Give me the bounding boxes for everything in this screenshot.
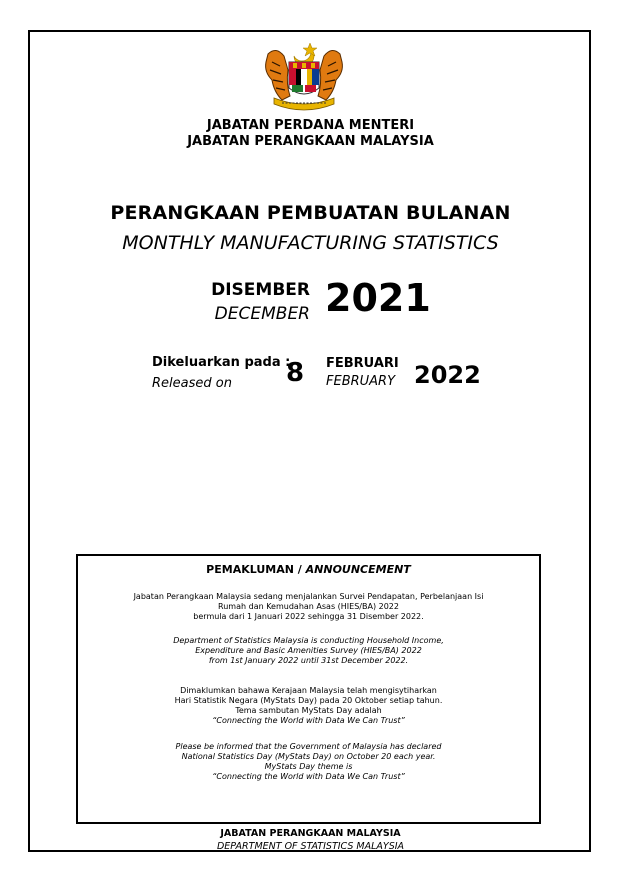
announcement-line: Dimaklumkan bahawa Kerajaan Malaysia telah mengisytiharkan bbox=[180, 686, 437, 695]
announcement-line: Jabatan Perangkaan Malaysia sedang menjalankan Survei Pendapatan, Perbelanjaan Isi bbox=[133, 592, 484, 601]
announcement-line: “Connecting the World with Data We Can Trust” bbox=[212, 772, 405, 781]
announcement-line: Please be informed that the Government of Malaysia has declared bbox=[175, 742, 442, 751]
footer-department-malay: JABATAN PERANGKAAN MALAYSIA bbox=[220, 828, 401, 839]
announcement-title bbox=[78, 563, 539, 576]
announcement-line: Rumah dan Kemudahan Asas (HIES/BA) 2022 bbox=[218, 602, 399, 611]
announcement-paragraph-mystats-english bbox=[78, 742, 539, 782]
release-label-malay: Dikeluarkan pada : bbox=[152, 355, 291, 370]
announcement-paragraph-hies-malay bbox=[78, 592, 539, 622]
release-year: 2022 bbox=[414, 361, 481, 389]
announcement-line: “Connecting the World with Data We Can Trust” bbox=[212, 716, 405, 725]
announcement-title-english: ANNOUNCEMENT bbox=[305, 563, 411, 576]
announcement-line: National Statistics Day (MyStats Day) on October 20 each year. bbox=[181, 752, 436, 761]
announcement-line: Department of Statistics Malaysia is conducting Household Income, bbox=[173, 636, 444, 645]
announcement-line: bermula dari 1 Januari 2022 sehingga 31 Disember 2022. bbox=[193, 612, 424, 621]
title-malay: PERANGKAAN PEMBUATAN BULANAN bbox=[110, 202, 511, 224]
announcement-paragraph-mystats-malay bbox=[78, 686, 539, 726]
department-line-2: JABATAN PERANGKAAN MALAYSIA bbox=[187, 134, 434, 149]
reference-month-english: DECEMBER bbox=[214, 304, 310, 324]
announcement-line: Hari Statistik Negara (MyStats Day) pada 20 Oktober setiap tahun. bbox=[174, 696, 443, 705]
announcement-line: Tema sambutan MyStats Day adalah bbox=[235, 706, 382, 715]
announcement-title-malay: PEMAKLUMAN bbox=[206, 563, 294, 576]
title-english: MONTHLY MANUFACTURING STATISTICS bbox=[122, 232, 499, 254]
malaysia-coat-of-arms-icon bbox=[254, 40, 354, 112]
announcement-paragraph-hies-english bbox=[78, 636, 539, 666]
announcement-title-separator: / bbox=[293, 563, 306, 576]
release-label-english: Released on bbox=[152, 376, 232, 391]
release-day: 8 bbox=[286, 358, 305, 388]
department-line-1: JABATAN PERDANA MENTERI bbox=[206, 118, 415, 133]
announcement-line: from 1st January 2022 until 31st December 2022. bbox=[208, 656, 409, 665]
reference-month-malay: DISEMBER bbox=[211, 280, 310, 300]
announcement-box bbox=[76, 554, 541, 824]
announcement-line: Expenditure and Basic Amenities Survey (HIES/BA) 2022 bbox=[195, 646, 422, 655]
footer-department-english: DEPARTMENT OF STATISTICS MALAYSIA bbox=[216, 841, 405, 852]
announcement-line: MyStats Day theme is bbox=[264, 762, 353, 771]
reference-year: 2021 bbox=[325, 276, 431, 320]
release-month-english: FEBRUARY bbox=[326, 374, 396, 389]
release-month-malay: FEBRUARI bbox=[326, 356, 399, 371]
